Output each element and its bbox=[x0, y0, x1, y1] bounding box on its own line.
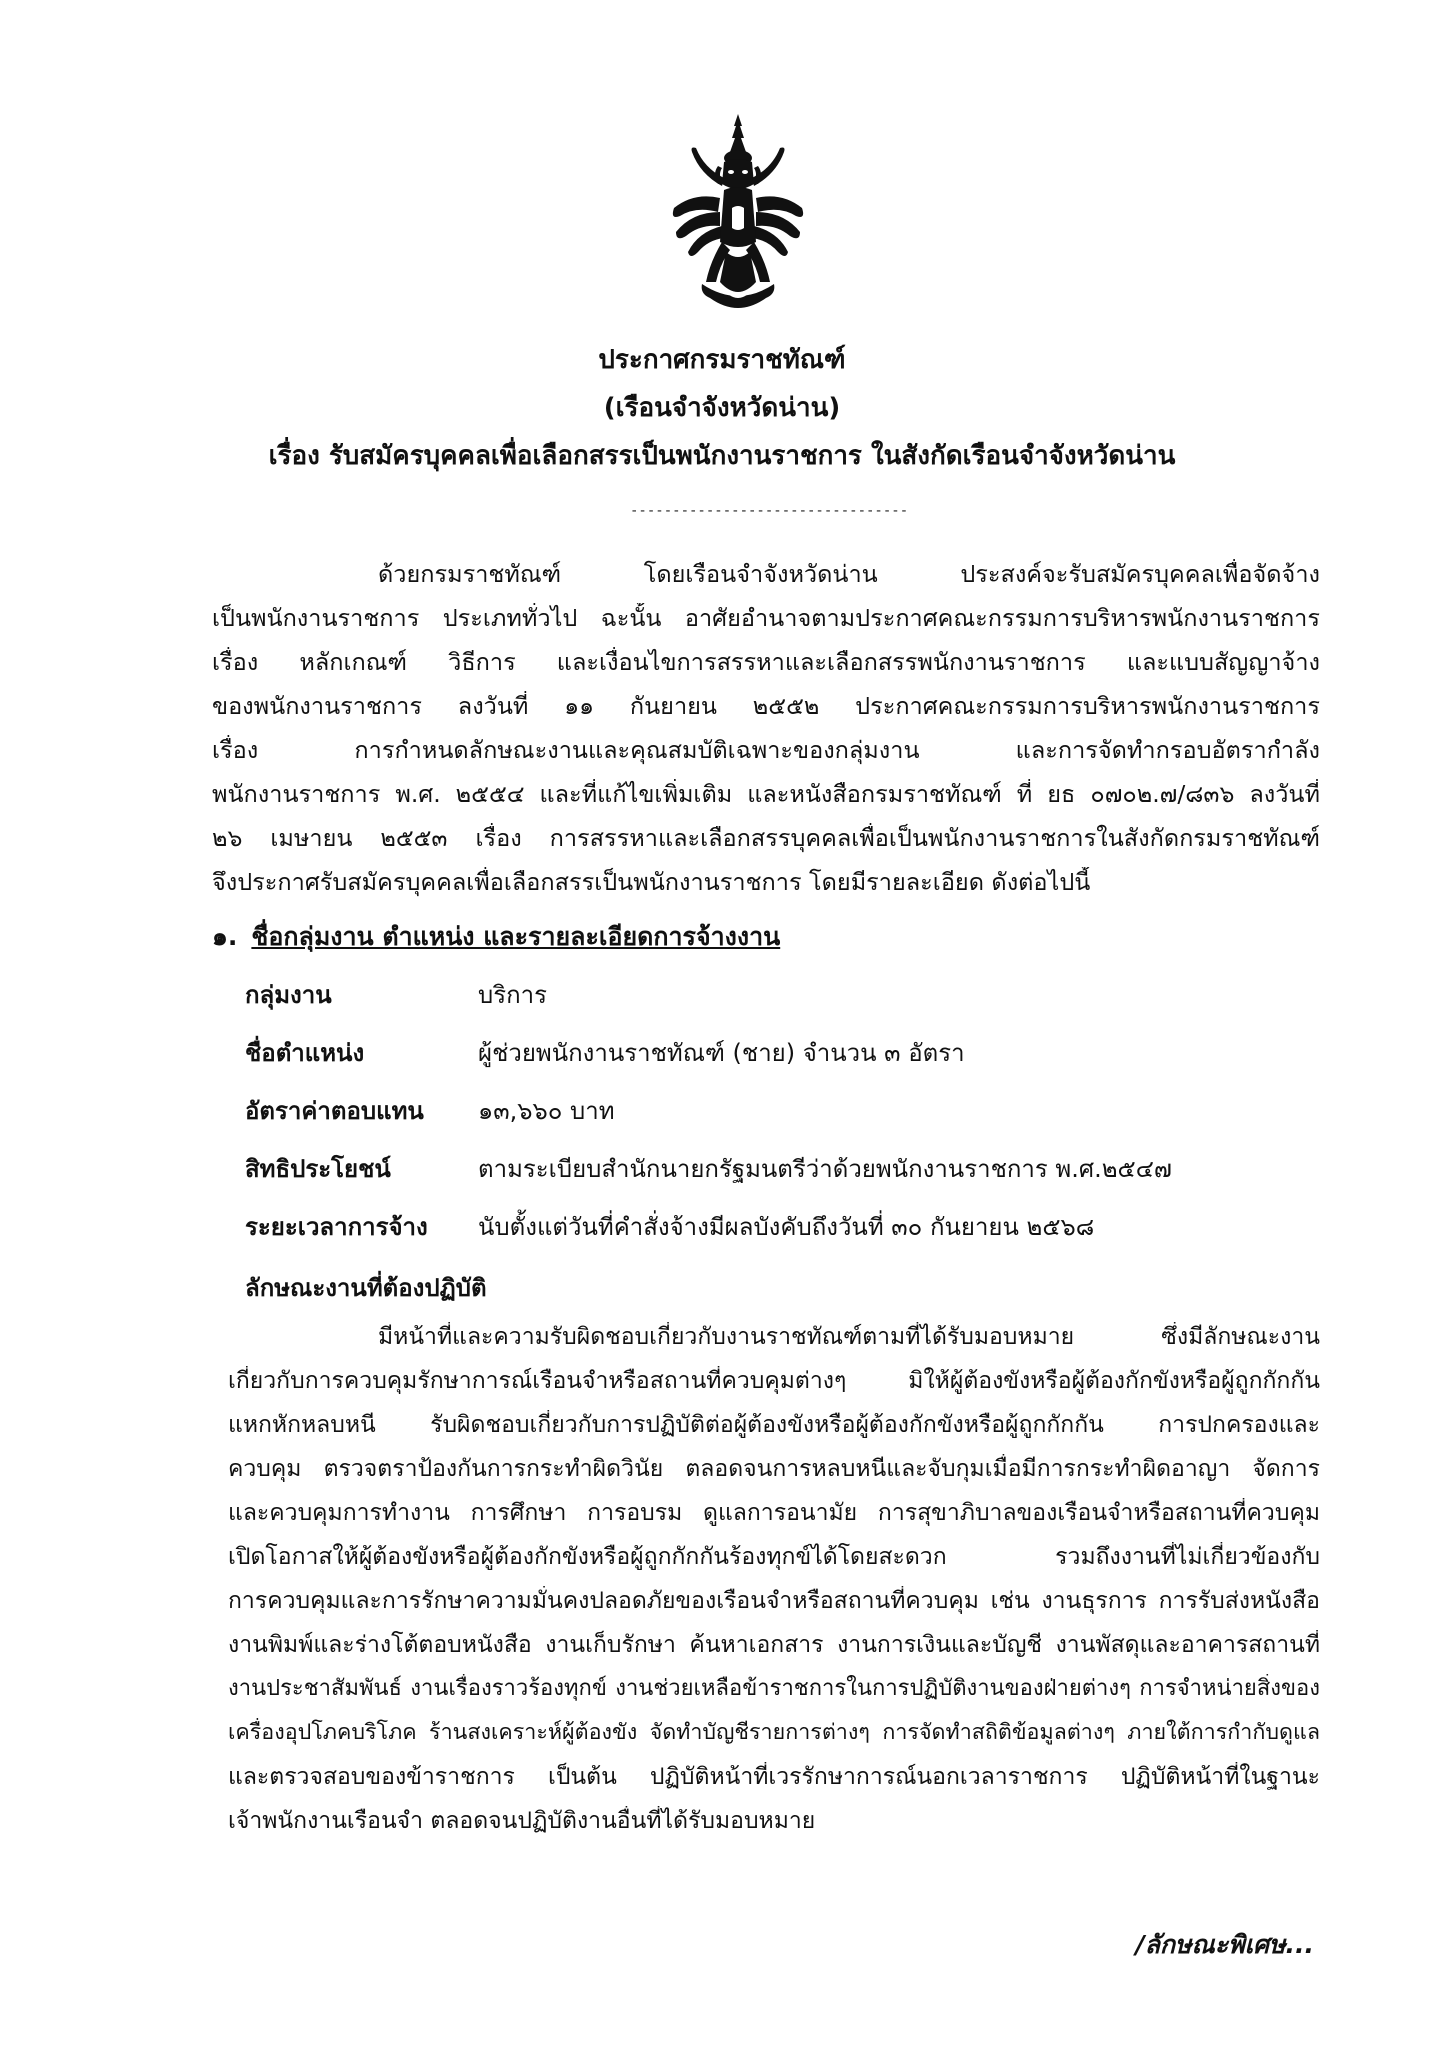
intro-line: เรื่อง หลักเกณฑ์ วิธีการ และเงื่อนไขการสรรหาและเลือกสรรพนักงานราชการ และแบบสัญญาจ้าง bbox=[212, 648, 1320, 676]
field-label: กลุ่มงาน bbox=[245, 981, 332, 1009]
announcement-subtitle: (เรือนจำจังหวัดน่าน) bbox=[603, 393, 841, 423]
intro-line: เป็นพนักงานราชการ ประเภททั่วไป ฉะนั้น อาศัยอำนาจตามประกาศคณะกรรมการบริหารพนักงานราชการ bbox=[212, 604, 1320, 632]
garuda-emblem-icon bbox=[666, 112, 810, 324]
field-value: บริการ bbox=[478, 981, 548, 1009]
duty-line: เจ้าพนักงานเรือนจำ ตลอดจนปฏิบัติงานอื่นที่ได้รับมอบหมาย bbox=[228, 1808, 816, 1834]
intro-line: ของพนักงานราชการ ลงวันที่ ๑๑ กันยายน ๒๕๕๒ ประกาศคณะกรรมการบริหารพนักงานราชการ bbox=[212, 692, 1320, 720]
duty-line: แหกหักหลบหนี รับผิดชอบเกี่ยวกับการปฏิบัติต่อผู้ต้องขังหรือผู้ต้องกักขังหรือผู้ถูกกักกัน การปกครองและ bbox=[228, 1412, 1320, 1438]
duties-heading: ลักษณะงานที่ต้องปฏิบัติ bbox=[245, 1274, 487, 1302]
duty-line: และตรวจสอบของข้าราชการ เป็นต้น ปฏิบัติหน้าที่เวรรักษาการณ์นอกเวลาราชการ ปฏิบัติหน้าที่ในฐานะ bbox=[228, 1764, 1320, 1790]
field-label: ชื่อตำแหน่ง bbox=[245, 1039, 365, 1067]
intro-line: ๒๖ เมษายน ๒๕๕๓ เรื่อง การสรรหาและเลือกสรรบุคคลเพื่อเป็นพนักงานราชการในสังกัดกรมราชทัณฑ์ bbox=[212, 824, 1320, 852]
page-continuation-marker: /ลักษณะพิเศษ... bbox=[1135, 1930, 1314, 1959]
field-row-salary bbox=[245, 1094, 1320, 1130]
field-row-employment-period bbox=[245, 1210, 1320, 1246]
duty-line: งานประชาสัมพันธ์ งานเรื่องราวร้องทุกข์ งานช่วยเหลือข้าราชการในการปฏิบัติงานของฝ่ายต่างๆ การจำหน่ายสิ่งของ bbox=[228, 1676, 1320, 1701]
duty-line: งานพิมพ์และร่างโต้ตอบหนังสือ งานเก็บรักษา ค้นหาเอกสาร งานการเงินและบัญชี งานพัสดุและอาคารสถานที่ bbox=[228, 1632, 1320, 1658]
field-row-benefits bbox=[245, 1152, 1320, 1188]
section-number: ๑. bbox=[212, 922, 238, 951]
duty-line: มีหน้าที่และความรับผิดชอบเกี่ยวกับงานราชทัณฑ์ตามที่ได้รับมอบหมาย ซึ่งมีลักษณะงาน bbox=[378, 1324, 1320, 1350]
intro-line: จึงประกาศรับสมัครบุคคลเพื่อเลือกสรรเป็นพนักงานราชการ โดยมีรายละเอียด ดังต่อไปนี้ bbox=[212, 868, 1091, 896]
section-1-heading bbox=[212, 920, 780, 954]
field-value: ตามระเบียบสำนักนายกรัฐมนตรีว่าด้วยพนักงานราชการ พ.ศ.๒๕๔๗ bbox=[478, 1155, 1172, 1183]
field-label: สิทธิประโยชน์ bbox=[245, 1155, 391, 1183]
header-divider: --------------------------------- bbox=[630, 503, 909, 519]
duty-line: ควบคุม ตรวจตราป้องกันการกระทำผิดวินัย ตลอดจนการหลบหนีและจับกุมเมื่อมีการกระทำผิดอาญา จัดการ bbox=[228, 1456, 1320, 1482]
intro-line: ด้วยกรมราชทัณฑ์ โดยเรือนจำจังหวัดน่าน ประสงค์จะรับสมัครบุคคลเพื่อจัดจ้าง bbox=[378, 560, 1320, 588]
field-value: ผู้ช่วยพนักงานราชทัณฑ์ (ชาย) จำนวน ๓ อัตรา bbox=[478, 1039, 965, 1067]
duty-line: เกี่ยวกับการควบคุมรักษาการณ์เรือนจำหรือสถานที่ควบคุมต่างๆ มิให้ผู้ต้องขังหรือผู้ต้องกักขังหรือผู้ถูกกักกัน bbox=[228, 1368, 1320, 1394]
field-value: ๑๓,๖๖๐ บาท bbox=[478, 1097, 615, 1125]
field-row-position bbox=[245, 1036, 1320, 1072]
field-value: นับตั้งแต่วันที่คำสั่งจ้างมีผลบังคับถึงวันที่ ๓๐ กันยายน ๒๕๖๘ bbox=[478, 1213, 1095, 1241]
duty-line: และควบคุมการทำงาน การศึกษา การอบรม ดูแลการอนามัย การสุขาภิบาลของเรือนจำหรือสถานที่ควบคุม bbox=[228, 1500, 1320, 1526]
duty-line: เปิดโอกาสให้ผู้ต้องขังหรือผู้ต้องกักขังหรือผู้ถูกกักกันร้องทุกข์ได้โดยสะดวก รวมถึงงานที่ไม่เกี่ยวข้องกับ bbox=[228, 1544, 1320, 1570]
duty-line: เครื่องอุปโภคบริโภค ร้านสงเคราะห์ผู้ต้องขัง จัดทำบัญชีรายการต่างๆ การจัดทำสถิติข้อมูลต่างๆ ภายใต้การกำกับดูแล bbox=[228, 1720, 1320, 1745]
announcement-title: ประกาศกรมราชทัณฑ์ bbox=[598, 345, 846, 375]
duty-line: การควบคุมและการรักษาความมั่นคงปลอดภัยของเรือนจำหรือสถานที่ควบคุม เช่น งานธุรการ การรับส่งหนังสือ bbox=[228, 1588, 1320, 1614]
field-label: ระยะเวลาการจ้าง bbox=[245, 1213, 428, 1241]
intro-line: เรื่อง การกำหนดลักษณะงานและคุณสมบัติเฉพาะของกลุ่มงาน และการจัดทำกรอบอัตรากำลัง bbox=[212, 736, 1320, 764]
section-title: ชื่อกลุ่มงาน ตำแหน่ง และรายละเอียดการจ้างงาน bbox=[251, 922, 781, 951]
intro-line: พนักงานราชการ พ.ศ. ๒๕๕๔ และที่แก้ไขเพิ่มเติม และหนังสือกรมราชทัณฑ์ ที่ ยธ ๐๗๐๒.๗/๘๓๖ ลงวันที่ bbox=[212, 780, 1320, 808]
field-row-group bbox=[245, 978, 1320, 1014]
announcement-subject: เรื่อง รับสมัครบุคคลเพื่อเลือกสรรเป็นพนักงานราชการ ในสังกัดเรือนจำจังหวัดน่าน bbox=[268, 441, 1176, 471]
field-label: อัตราค่าตอบแทน bbox=[245, 1097, 424, 1125]
